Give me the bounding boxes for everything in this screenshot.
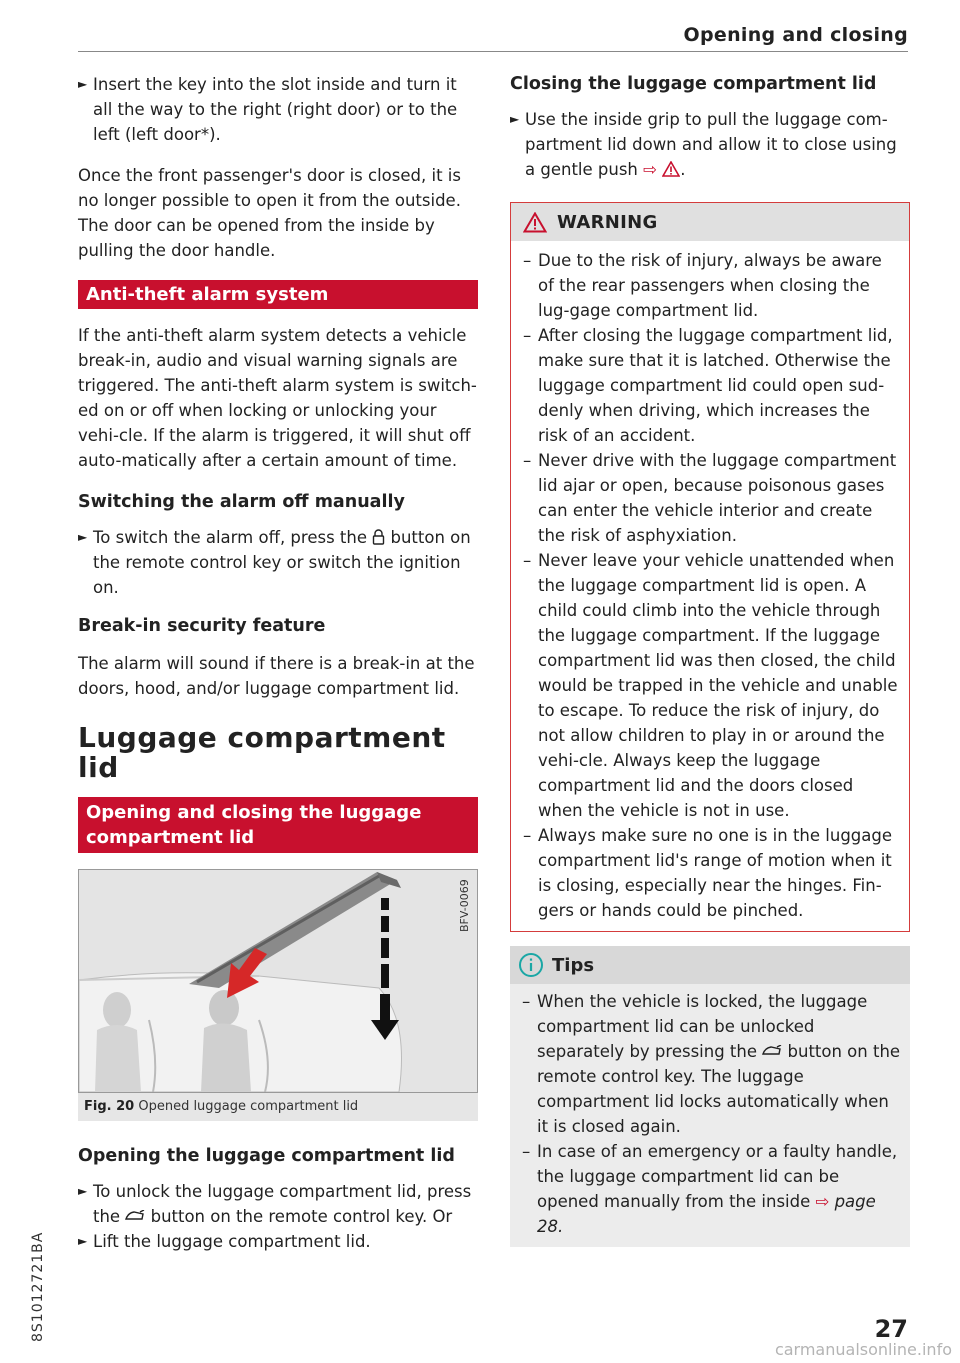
warning-item-text: After closing the luggage compartment lid, make sure that it is latched. Otherwise the luggage compartment lid could open sud-denly when driving, which increases the risk of an accident.: [538, 326, 893, 445]
warning-item: [511, 823, 901, 923]
header-divider: [78, 51, 908, 52]
lock-button-icon: [372, 529, 385, 545]
bullet-close-lid: ► Use the inside grip to pull the luggage com-partment lid down and allow it to close using a gentle push ⇨ .: [510, 107, 910, 182]
dash-marker: –: [522, 1142, 531, 1161]
info-circle-icon: [518, 952, 544, 978]
bullet-marker-icon: ►: [78, 1234, 88, 1248]
dash-marker: –: [523, 451, 532, 470]
car-trunk-button-icon: [125, 1210, 145, 1222]
figure-caption: [78, 1093, 478, 1121]
tips-header: [510, 946, 910, 984]
figure-caption-label: Fig. 20: [84, 1099, 135, 1114]
warning-item: [511, 548, 901, 823]
luggage-lid-illustration: [79, 870, 477, 1092]
dash-marker: –: [523, 551, 532, 570]
watermark: carmanualsonline.info: [774, 1340, 952, 1359]
warning-item: [511, 323, 901, 448]
dash-marker: –: [522, 992, 531, 1011]
section-bar-antitheft: Anti-theft alarm system: [78, 280, 478, 309]
paragraph-breakin: The alarm will sound if there is a break-in at the doors, hood, and/or luggage compartment lid.: [78, 654, 475, 698]
page-link-arrow-icon[interactable]: ⇨: [815, 1192, 830, 1211]
tips-item1-pre: When the vehicle is locked, the luggage compartment lid can be unlocked separately by pressing the: [537, 992, 868, 1061]
bullet-marker-icon: ►: [78, 1184, 88, 1198]
tips-item1-post: button on the remote control key. The luggage compartment lid locks automatically when it is closed again.: [537, 1042, 901, 1136]
tips-item: [510, 989, 902, 1139]
warning-header: [511, 203, 909, 241]
document-code: 8S1012721BA: [30, 1231, 46, 1342]
warning-item: [511, 448, 901, 548]
tips-label: Tips: [552, 954, 595, 976]
warning-item-text: Due to the risk of injury, always be aware of the rear passengers when closing the lug-gage compartment lid.: [538, 251, 882, 320]
heading-closing-lid: Closing the luggage compartment lid: [510, 74, 877, 94]
bullet-switch-alarm: [78, 525, 478, 600]
bullet-insert-key: [78, 72, 478, 147]
heading-breakin: Break-in security feature: [78, 616, 326, 636]
tips-item2-pre: In case of an emergency or a faulty handle, the luggage compartment lid can be opened manually from the inside: [537, 1142, 898, 1211]
heading-opening-lid: Opening the luggage compartment lid: [78, 1146, 455, 1166]
bullet-marker-icon: ►: [78, 77, 88, 91]
bullet-close-text: Use the inside grip to pull the luggage com-partment lid down and allow it to close using a gentle push: [525, 110, 897, 179]
bullet-insert-key-text: Insert the key into the slot inside and turn it all the way to the right (right door) or to the left (left door*).: [93, 75, 458, 144]
bullet-switch-post: button on the remote control key or switch the ignition on.: [93, 528, 471, 597]
bullet-lift-lid: [78, 1229, 478, 1254]
bullet-unlock-pre: To unlock the luggage compartment lid, press the: [93, 1182, 472, 1226]
tips-list: [510, 984, 910, 1247]
warning-list: [511, 241, 909, 931]
dash-marker: –: [523, 251, 532, 270]
warning-item-text: Never leave your vehicle unattended when the luggage compartment lid is open. A child could climb into the vehicle through the luggage compartment. If the luggage compartment lid was then closed, the child would be trapped in the vehicle and unable to escape. To reduce the risk of injury, do not allow children to play in or around the vehi-cle. Always keep the luggage compartment lid and the doors closed when the vehicle is not in use.: [538, 551, 898, 820]
bullet-lift-text: Lift the luggage compartment lid.: [93, 1232, 371, 1251]
warning-item: [511, 248, 901, 323]
right-column: [510, 72, 910, 1247]
paragraph-antitheft: If the anti-theft alarm system detects a vehicle break-in, audio and visual warning signals are triggered. The anti-theft alarm system is switch-ed on or off when locking or unlocking your vehi-cle. If the alarm is triggered, it will shut off auto-matically after a certain amount of time.: [78, 326, 477, 470]
heading-luggage-compartment: Luggage compartment lid: [78, 721, 446, 784]
running-header-title: Opening and closing: [683, 24, 908, 46]
bullet-unlock-lid: [78, 1179, 478, 1229]
warning-box: [510, 202, 910, 932]
bullet-marker-icon: ►: [78, 530, 88, 544]
warning-reference-icon: [662, 161, 680, 177]
bullet-switch-pre: To switch the alarm off, press the: [93, 528, 367, 547]
figure-luggage-lid: [78, 869, 478, 1093]
page-reference-link[interactable]: page 28.: [537, 1192, 876, 1236]
car-trunk-button-icon: [762, 1045, 782, 1057]
warning-item-text: Never drive with the luggage compartment lid ajar or open, because poisonous gases can enter the vehicle interior and create the risk of asphyxiation.: [538, 451, 897, 545]
cross-reference-arrow-icon: ⇨: [643, 160, 657, 179]
heading-switching-alarm: Switching the alarm off manually: [78, 492, 405, 512]
page-number: 27: [874, 1315, 908, 1343]
dash-marker: –: [523, 826, 532, 845]
left-column: [78, 72, 478, 1254]
dash-marker: –: [523, 326, 532, 345]
figure-caption-text: Opened luggage compartment lid: [138, 1099, 359, 1114]
figure-code: BFV-0069: [458, 879, 471, 932]
bullet-marker-icon: ►: [510, 112, 520, 126]
paragraph-front-door: Once the front passenger's door is closed, it is no longer possible to open it from the outside. The door can be opened from the inside by pulling the door handle.: [78, 166, 461, 260]
warning-label: WARNING: [557, 211, 658, 233]
tips-item: [510, 1139, 902, 1239]
bullet-unlock-post: button on the remote control key. Or: [150, 1207, 453, 1226]
section-bar-opening-closing: Opening and closing the luggage compartment lid: [78, 797, 478, 853]
warning-triangle-icon: [523, 212, 547, 233]
warning-item-text: Always make sure no one is in the luggage compartment lid's range of motion when it is closing, especially near the hinges. Fin-gers or hands could be pinched.: [538, 826, 893, 920]
tips-box: [510, 946, 910, 1247]
